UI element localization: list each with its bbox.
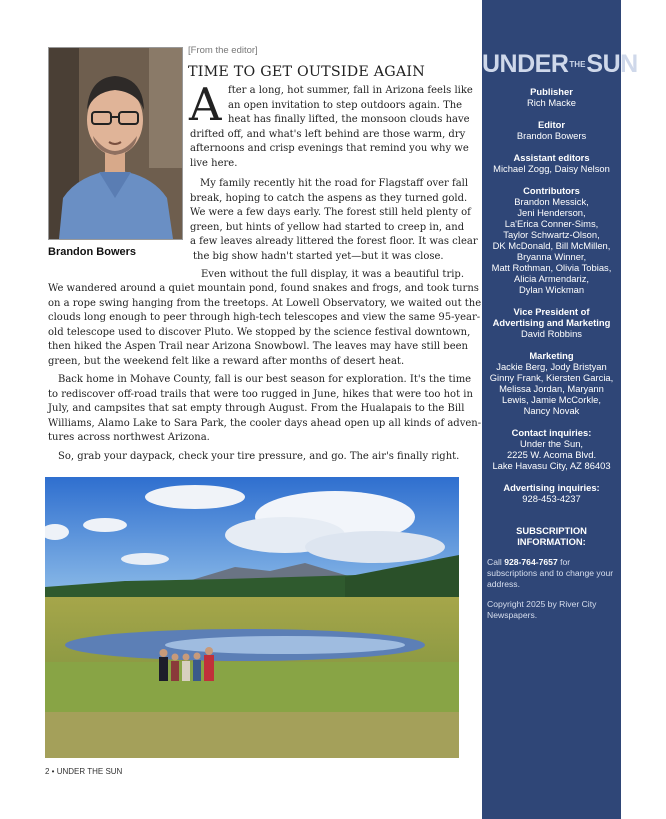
article-line: green, but hints of yellow had started to creep in, and bbox=[190, 221, 465, 233]
staff-block bbox=[482, 350, 621, 416]
article-line: then hiked the Aspen Trail near Arizona Snowbowl. The leaves may have still been bbox=[48, 341, 468, 352]
staff-name: Brandon Bowers bbox=[516, 130, 587, 141]
under-the-sun-logo: UNDERTHESUN bbox=[482, 50, 638, 78]
subscription-info bbox=[482, 525, 621, 630]
copyright-text: Copyright 2025 by River City Newspapers. bbox=[487, 599, 597, 620]
staff-name: David Robbins bbox=[521, 328, 582, 339]
staff-role: Advertising inquiries: bbox=[503, 482, 600, 493]
staff-name: La'Erica Conner-Sims, bbox=[504, 218, 599, 229]
staff-name: Taylor Schwartz-Olson, bbox=[503, 229, 600, 240]
staff-name: Brandon Messick, bbox=[514, 196, 589, 207]
staff-block bbox=[482, 427, 621, 471]
article-line: drifted off, and what's left behind are those warm, dry bbox=[190, 128, 466, 140]
staff-block bbox=[482, 152, 621, 174]
subscription-phone: 928-764-7657 bbox=[504, 557, 558, 567]
portrait-illustration bbox=[49, 48, 182, 239]
staff-block bbox=[482, 306, 621, 339]
staff-name: 928-453-4237 bbox=[522, 493, 581, 504]
staff-role: Marketing bbox=[529, 350, 574, 361]
staff-role: Contributors bbox=[523, 185, 580, 196]
staff-block bbox=[482, 185, 621, 295]
staff-name: DK McDonald, Bill McMillen, bbox=[492, 240, 611, 251]
staff-name: Jeni Henderson, bbox=[517, 207, 586, 218]
staff-name: 2225 W. Acoma Blvd. bbox=[506, 449, 597, 460]
staff-role: Assistant editors bbox=[513, 152, 590, 163]
staff-block bbox=[482, 482, 621, 504]
staff-block bbox=[482, 86, 621, 108]
article-line: the big show hadn't started yet—but it was close. bbox=[193, 250, 444, 262]
article-line: break, hoping to catch the aspens as they turned gold. bbox=[190, 192, 468, 204]
article-line: heat has finally lifted, the monsoon clouds have bbox=[228, 114, 470, 125]
staff-name: Melissa Jordan, Maryann bbox=[499, 383, 604, 394]
article-line: My family recently hit the road for Flagstaff over fall bbox=[200, 178, 469, 189]
staff-name: Matt Rothman, Olivia Tobias, bbox=[491, 262, 612, 273]
article-line: clouds long enough to peer through high-tech telescopes and view the same 95-year- bbox=[48, 312, 481, 323]
landscape-illustration bbox=[45, 477, 459, 758]
staff-name: Bryanna Winner, bbox=[516, 251, 587, 262]
drop-cap: A bbox=[189, 78, 222, 131]
article-line: to rediscover off-road trails that were too rugged in June, hikes that were too hot in bbox=[48, 388, 473, 400]
staff-role: Advertising and Marketing bbox=[492, 317, 611, 328]
article-line: old telescope used to discover Pluto. We stopped by the science festival downtown, bbox=[48, 326, 471, 338]
editor-portrait-photo bbox=[48, 47, 183, 240]
staff-list bbox=[482, 86, 621, 515]
article-line: green, but the weekend felt like a reward after months of desert heat. bbox=[48, 355, 405, 367]
article-line: Even without the full display, it was a beautiful trip. bbox=[201, 268, 465, 280]
article-line: We wandered around a quiet mountain pond, found snakes and frogs, and took turns bbox=[48, 283, 479, 294]
staff-name: Nancy Novak bbox=[523, 405, 580, 416]
kicker: [From the editor] bbox=[188, 45, 258, 56]
staff-name: Lake Havasu City, AZ 86403 bbox=[492, 460, 611, 471]
staff-block bbox=[482, 119, 621, 141]
staff-role: Vice President of bbox=[513, 306, 590, 317]
page-footer: 2 • UNDER THE SUN bbox=[45, 767, 123, 776]
staff-sidebar bbox=[482, 0, 638, 819]
article-line: Williams, Alamo Lake to Sara Park, the cooler days ahead open up all kinds of adven- bbox=[48, 417, 482, 429]
landscape-photo bbox=[45, 477, 459, 758]
article-line: an open invitation to step outdoors again. The bbox=[228, 99, 463, 111]
staff-name: Ginny Frank, Kiersten Garcia, bbox=[489, 372, 614, 383]
article-line: live here. bbox=[190, 157, 238, 169]
staff-name: Under the Sun, bbox=[519, 438, 584, 449]
staff-name: Michael Zogg, Daisy Nelson bbox=[493, 163, 610, 174]
staff-name: Lewis, Jamie McCorkle, bbox=[502, 394, 601, 405]
staff-name: Alicia Armendariz, bbox=[513, 273, 590, 284]
article-line: July, and campsites that sat empty through August. From the Hualapais to the Bill bbox=[48, 403, 465, 414]
article-line: We were a few days early. The forest still held plenty of bbox=[190, 207, 471, 218]
subscription-call-text: Call 928-764-7657 for subscriptions and to change your address. bbox=[487, 557, 614, 589]
staff-name: Dylan Wickman bbox=[518, 284, 585, 295]
article-line: Back home in Mohave County, fall is our best season for exploration. It's the time bbox=[58, 374, 472, 385]
staff-role: Editor bbox=[537, 119, 566, 130]
staff-name: Rich Macke bbox=[527, 97, 576, 108]
staff-role: Publisher bbox=[530, 86, 573, 97]
photo-caption: Brandon Bowers bbox=[48, 246, 137, 258]
article-line: a few leaves already littered the forest floor. It was clear bbox=[190, 236, 478, 247]
staff-role: Contact inquiries: bbox=[511, 427, 592, 438]
article-line: on a rope swing hanging from the treetops. At Lowell Observatory, we waited out the bbox=[48, 297, 482, 309]
subscription-heading: SUBSCRIPTION INFORMATION: bbox=[516, 525, 587, 547]
article-line: So, grab your daypack, check your tire pressure, and go. The air's finally right. bbox=[58, 451, 460, 462]
article-line: fter a long, hot summer, fall in Arizona feels like bbox=[228, 85, 473, 96]
article-line: afternoons and crisp evenings that remind you why we bbox=[190, 143, 469, 154]
headline: TIME TO GET OUTSIDE AGAIN bbox=[188, 64, 425, 80]
staff-name: Jackie Berg, Jody Bristyan bbox=[496, 361, 607, 372]
article-line: tures across northwest Arizona. bbox=[48, 432, 210, 443]
